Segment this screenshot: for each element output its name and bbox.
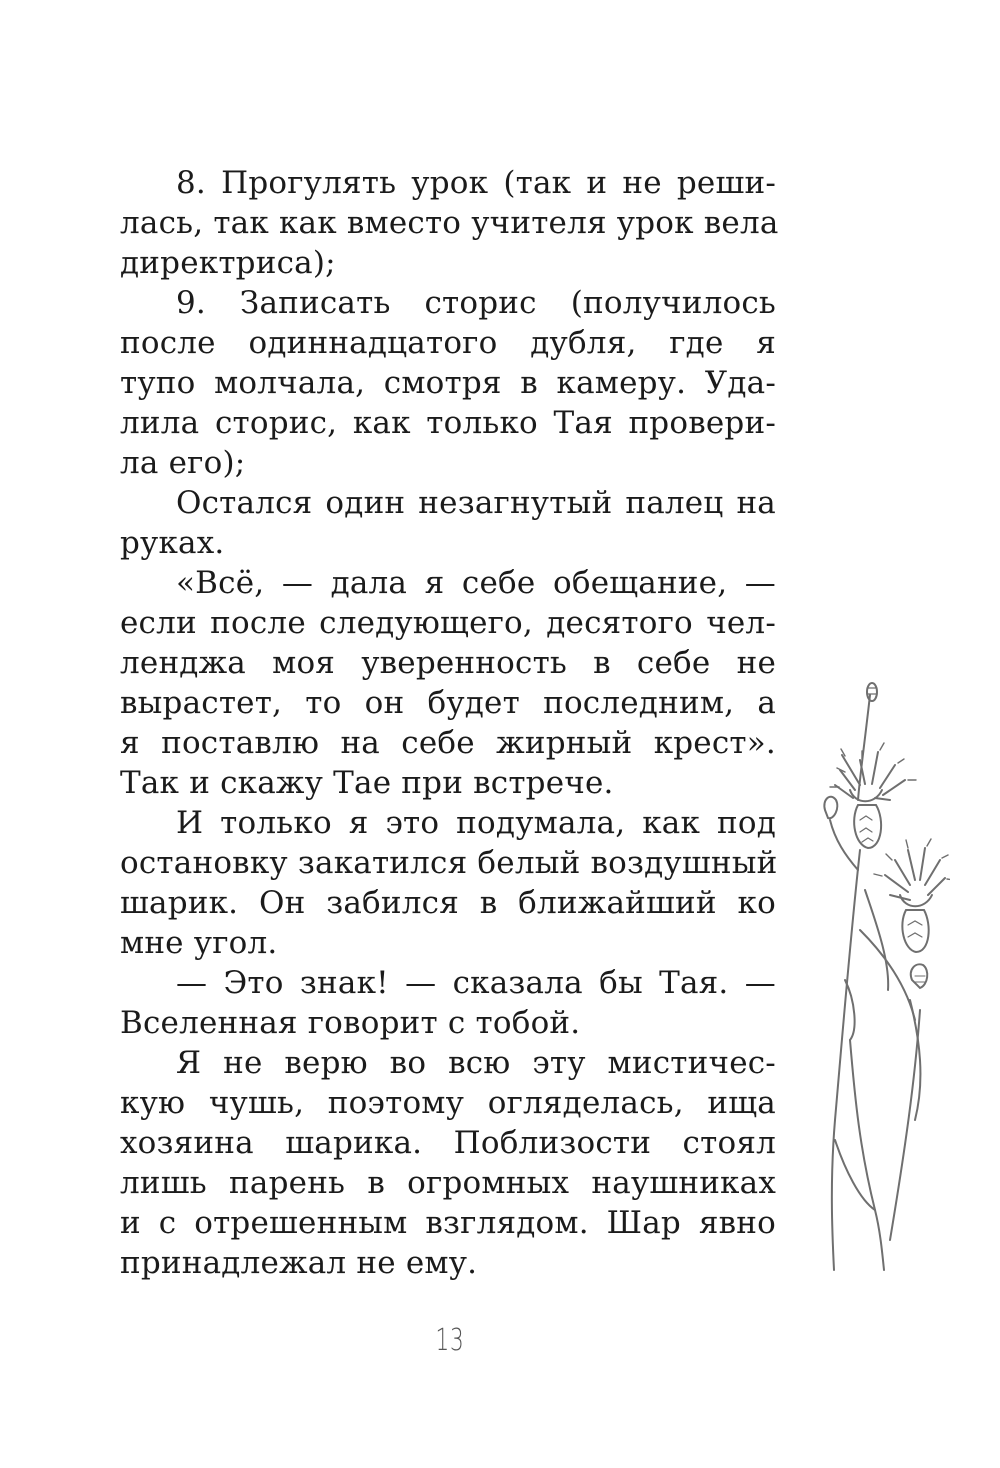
text-line: Вселенная говорит с тобой.	[120, 1005, 581, 1041]
text-line: — Это знак! — сказала бы Тая. —	[176, 965, 776, 1001]
text-line: кую чушь, поэтому огляделась, ища	[120, 1085, 776, 1121]
text-line: 9. Записать сторис (получилось	[176, 285, 776, 321]
text-line: 8. Прогулять урок (так и не реши-	[176, 165, 776, 201]
text-line: Так и скажу Тае при встрече.	[120, 765, 614, 801]
text-line: и с отрешенным взглядом. Шар явно	[120, 1205, 776, 1241]
text-line: если после следующего, десятого чел-	[120, 605, 776, 641]
text-line: «Всё, — дала я себе обещание, —	[176, 565, 776, 601]
text-line: ла его);	[120, 445, 246, 481]
text-line: Я не верю во всю эту мистичес-	[176, 1045, 776, 1081]
text-line: И только я это подумала, как под	[176, 805, 776, 841]
page-number: 13	[435, 1323, 465, 1358]
text-line: я поставлю на себе жирный крест».	[120, 725, 776, 761]
text-line: остановку закатился белый воздушный	[120, 845, 778, 881]
text-line: лишь парень в огромных наушниках	[120, 1165, 776, 1201]
text-line: шарик. Он забился в ближайший ко	[120, 885, 776, 921]
text-line: хозяина шарика. Поблизости стоял	[120, 1125, 776, 1161]
text-line: после одиннадцатого дубля, где я	[120, 325, 776, 361]
cornflower-icon	[820, 680, 950, 1280]
text-line: ленджа моя уверенность в себе не	[120, 645, 776, 681]
text-line: лила сторис, как только Тая провери-	[120, 405, 776, 441]
text-line: директриса);	[120, 245, 336, 281]
body-text	[120, 163, 779, 1283]
text-line: руках.	[120, 525, 225, 561]
text-line: Остался один незагнутый палец на	[176, 485, 776, 521]
text-line: принадлежал не ему.	[120, 1245, 478, 1281]
text-line: вырастет, то он будет последним, а	[120, 685, 776, 721]
text-line: тупо молчала, смотря в камеру. Уда-	[120, 365, 776, 401]
text-line: мне угол.	[120, 925, 278, 961]
text-line: лась, так как вместо учителя урок вела	[120, 205, 779, 241]
